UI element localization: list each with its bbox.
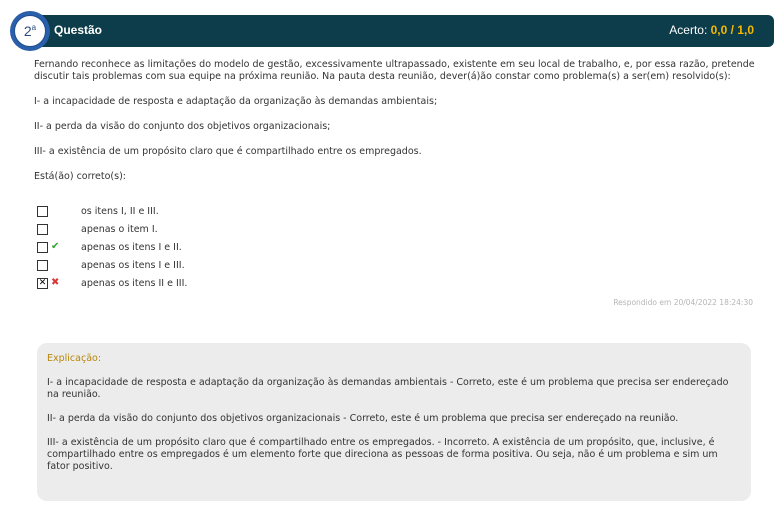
option-label[interactable]: apenas o item I. [81,224,158,235]
question-statement: Fernando reconhece as limitações do modelo de gestão, excessivamente ultrapassado, existente em seu local de trabalho, e, por essa razão, pretende discutir tais problemas com sua equipe na próxima reunião. Na pauta desta reunião, dever(á)ão constar como problema(s) a ser(em) resolvido(s): [34,59,755,82]
question-title: Questão [54,23,103,37]
option-checkbox-selected[interactable]: ✕ [38,278,47,288]
score-display [669,23,754,37]
option-checkbox[interactable] [37,260,48,271]
option-label[interactable]: apenas os itens I e II. [81,242,182,253]
wrong-x-icon: ✖ [51,277,60,288]
question-prompt: Está(ão) correto(s): [34,171,126,182]
explanation-paragraph: II- a perda da visão do conjunto dos objetivos organizacionais - Correto, este é um problema que precisa ser endereçado na reunião. [47,413,679,424]
explanation-box [37,343,751,501]
question-number-suffix: a [31,22,37,32]
option-checkbox[interactable] [37,206,48,217]
score-value: 0,0 / 1,0 [710,23,754,37]
answered-timestamp: Respondido em 20/04/2022 18:24:30 [613,298,753,307]
score-label: Acerto: [669,23,708,37]
option-label[interactable]: apenas os itens II e III. [81,278,188,289]
option-label[interactable]: apenas os itens I e III. [81,260,185,271]
explanation-paragraph: III- a existência de um propósito claro que é compartilhado entre os empregados. - Incorreto. A existência de um propósito, que, inclusive, é compartilhado entre os empregados é um elemento forte que direciona as pessoas de forma positiva. Ou seja, não é um problema e sim um fator positivo. [47,437,718,472]
option-label[interactable]: os itens I, II e III. [81,206,159,217]
question-number-badge [10,11,50,51]
question-item-2: II- a perda da visão do conjunto dos objetivos organizacionais; [34,121,331,132]
question-header [22,15,774,47]
correct-check-icon: ✔ [51,241,60,252]
option-checkbox[interactable] [37,224,48,235]
question-number: 2 [23,23,32,39]
explanation-paragraph: I- a incapacidade de resposta e adaptação da organização às demandas ambientais - Correto, este é um problema que precisa ser endereçado na reunião. [47,377,729,400]
question-body [34,59,764,199]
question-item-1: I- a incapacidade de resposta e adaptação da organização às demandas ambientais; [34,96,438,107]
question-item-3: III- a existência de um propósito claro que é compartilhado entre os empregados. [34,146,422,157]
explanation-title: Explicação: [47,353,102,364]
option-checkbox[interactable] [37,242,48,253]
